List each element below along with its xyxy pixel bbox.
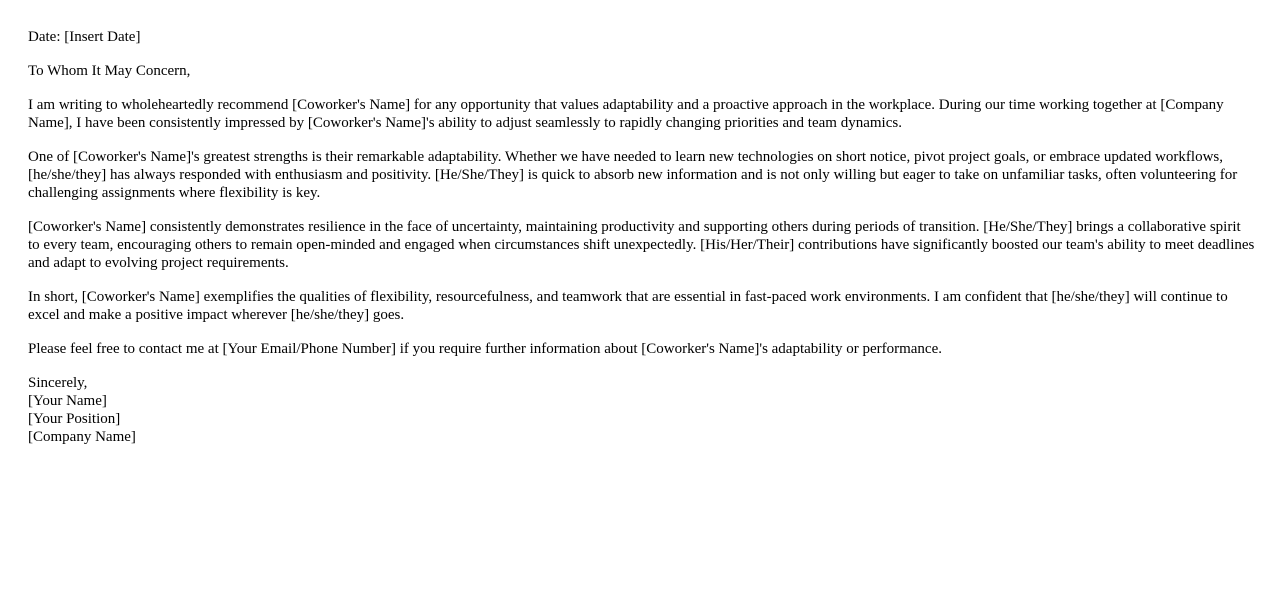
letter-paragraph-4: In short, [Coworker's Name] exemplifies the qualities of flexibility, resourcefulness, and teamwork that are essential in fast-paced work environments. I am confident that [he/she/they] will continue to excel and make a positive impact wherever [he/she/they] goes. xyxy=(28,289,1228,323)
letter-salutation: To Whom It May Concern, xyxy=(28,63,191,79)
letter-signature-block xyxy=(28,374,1256,446)
recommendation-letter xyxy=(28,28,1256,462)
signature-name: [Your Name] xyxy=(28,393,107,409)
letter-paragraph-1: I am writing to wholeheartedly recommend [Coworker's Name] for any opportunity that values adaptability and a proactive approach in the workplace. During our time working together at [Company Name], I have been consistently impressed by [Coworker's Name]'s ability to adjust seamlessly to rapidly changing priorities and team dynamics. xyxy=(28,97,1224,131)
letter-date: Date: [Insert Date] xyxy=(28,29,141,45)
signature-company: [Company Name] xyxy=(28,429,136,445)
signature-position: [Your Position] xyxy=(28,411,121,427)
letter-closing: Sincerely, xyxy=(28,375,88,391)
letter-paragraph-2: One of [Coworker's Name]'s greatest strengths is their remarkable adaptability. Whether we have needed to learn new technologies on short notice, pivot project goals, or embrace updated workflows, [he/she/they] has always responded with enthusiasm and positivity. [He/She/They] is quick to absorb new information and is not only willing but eager to take on unfamiliar tasks, often volunteering for challenging assignments where flexibility is key. xyxy=(28,149,1238,201)
letter-paragraph-5: Please feel free to contact me at [Your Email/Phone Number] if you require further information about [Coworker's Name]'s adaptability or performance. xyxy=(28,341,942,357)
letter-paragraph-3: [Coworker's Name] consistently demonstrates resilience in the face of uncertainty, maintaining productivity and supporting others during periods of transition. [He/She/They] brings a collaborative spirit to every team, encouraging others to remain open-minded and engaged when circumstances shift unexpectedly. [His/Her/Their] contributions have significantly boosted our team's ability to meet deadlines and adapt to evolving project requirements. xyxy=(28,219,1255,271)
